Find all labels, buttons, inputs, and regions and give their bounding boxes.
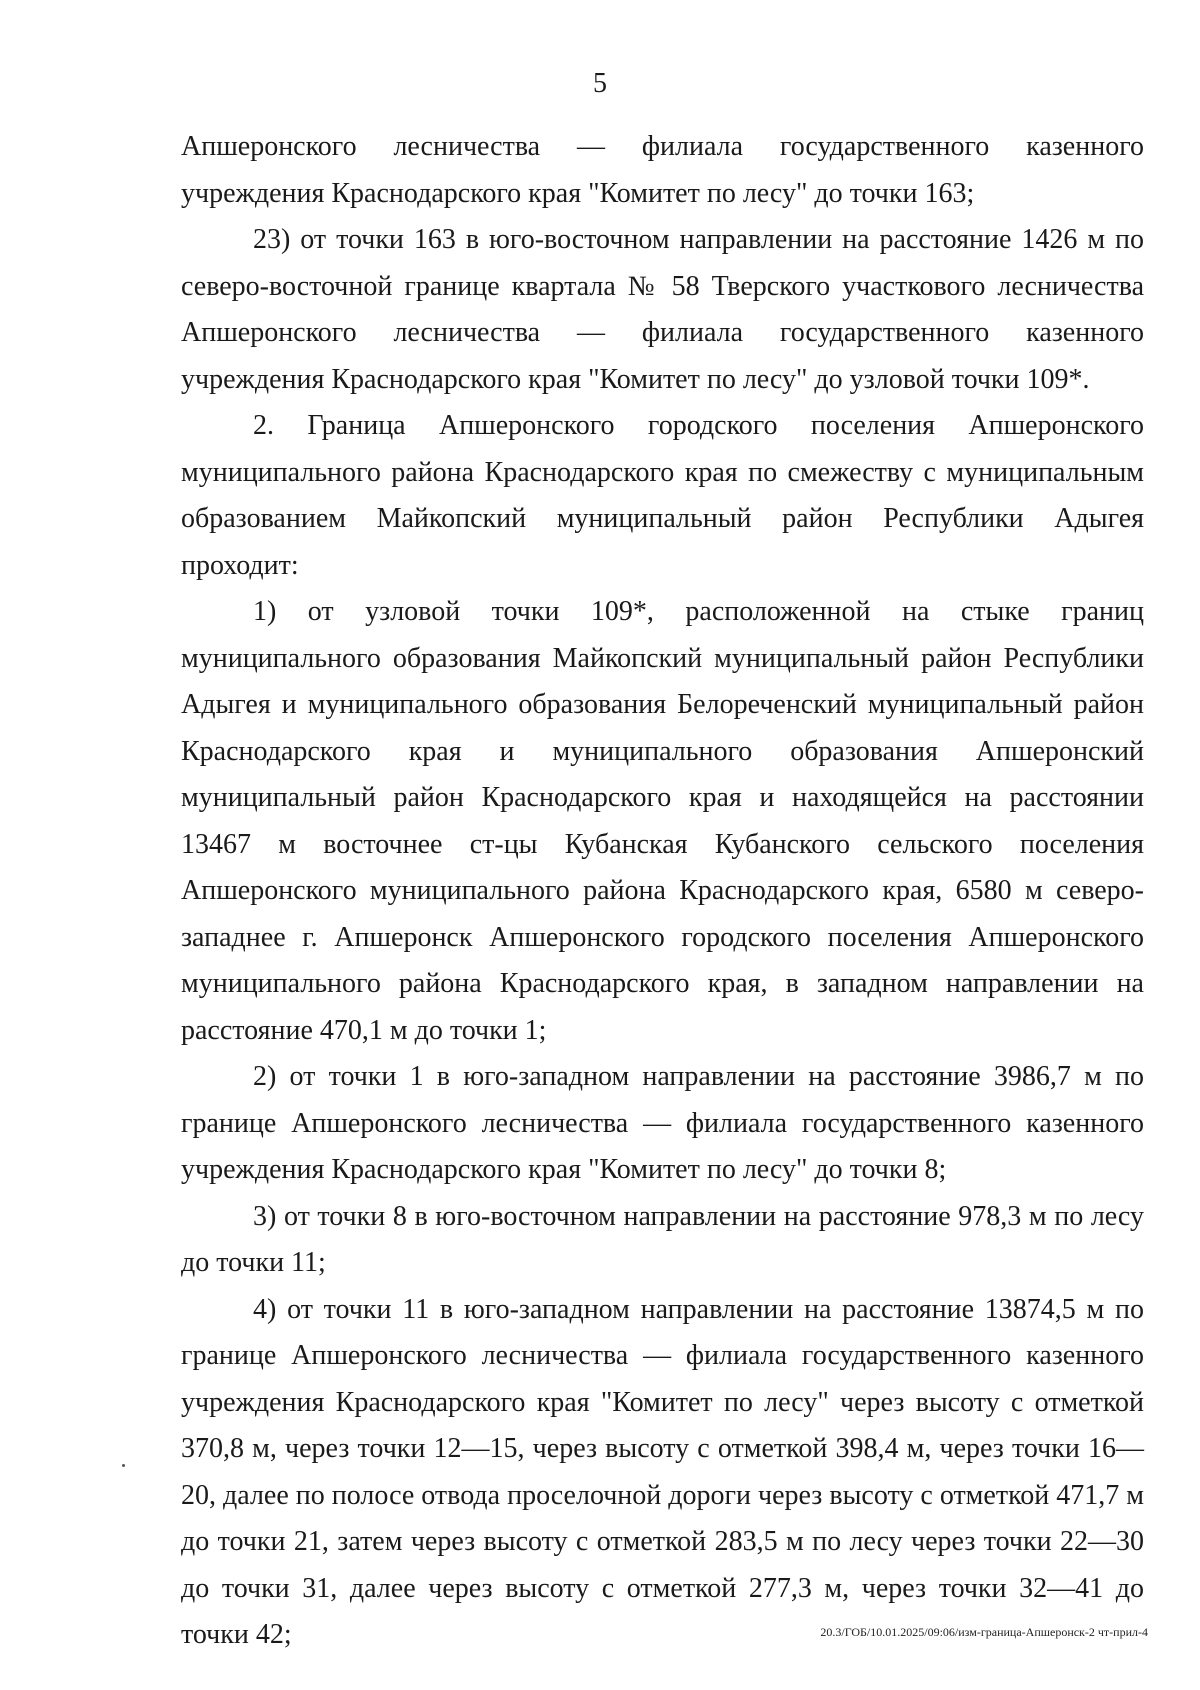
paragraph-4: 1) от узловой точки 109*, расположенной на стыке границ муниципального образования Майкопский муниципальный район Республики Адыгея и муниципального образования Белореченский муниципальный район Краснодарского края и муниципального образования Апшеронский муниципальный район Краснодарского края и находящейся на расстоянии 13467 м восточнее ст-цы Кубанская Кубанского сельского поселения Апшеронского муниципального района Краснодарского края, 6580 м северо-западнее г. Апшеронск Апшеронского городского поселения Апшеронского муниципального района Краснодарского края, в западном направлении на расстояние 470,1 м до точки 1;	[181, 596, 1144, 1046]
page-number: 5	[593, 68, 607, 99]
footer-document-code: 20.3/ГОБ/10.01.2025/09:06/изм-граница-Апшеронск-2 чт-прил-4	[820, 1625, 1148, 1639]
paragraph-3: 2. Граница Апшеронского городского поселения Апшеронского муниципального района Краснодарского края по смежеству с муниципальным образованием Майкопский муниципальный район Республики Адыгея проходит:	[181, 410, 1144, 581]
document-body	[181, 124, 1144, 1659]
paragraph-5: 2) от точки 1 в юго-западном направлении на расстояние 3986,7 м по границе Апшеронского лесничества — филиала государственного казенного учреждения Краснодарского края "Комитет по лесу" до точки 8;	[181, 1061, 1144, 1185]
scan-speck	[122, 1464, 125, 1467]
paragraph-2: 23) от точки 163 в юго-восточном направлении на расстояние 1426 м по северо-восточной границе квартала № 58 Тверского участкового лесничества Апшеронского лесничества — филиала государственного казенного учреждения Краснодарского края "Комитет по лесу" до узловой точки 109*.	[181, 224, 1144, 395]
paragraph-7: 4) от точки 11 в юго-западном направлении на расстояние 13874,5 м по границе Апшеронского лесничества — филиала государственного казенного учреждения Краснодарского края "Комитет по лесу" через высоту с отметкой 370,8 м, через точки 12—15, через высоту с отметкой 398,4 м, через точки 16—20, далее по полосе отвода проселочной дороги через высоту с отметкой 471,7 м до точки 21, затем через высоту с отметкой 283,5 м по лесу через точки 22—30 до точки 31, далее через высоту с отметкой 277,3 м, через точки 32—41 до точки 42;	[181, 1293, 1144, 1650]
paragraph-1: Апшеронского лесничества — филиала государственного казенного учреждения Краснодарского края "Комитет по лесу" до точки 163;	[181, 131, 1144, 209]
paragraph-6: 3) от точки 8 в юго-восточном направлении на расстояние 978,3 м по лесу до точки 11;	[181, 1200, 1144, 1278]
